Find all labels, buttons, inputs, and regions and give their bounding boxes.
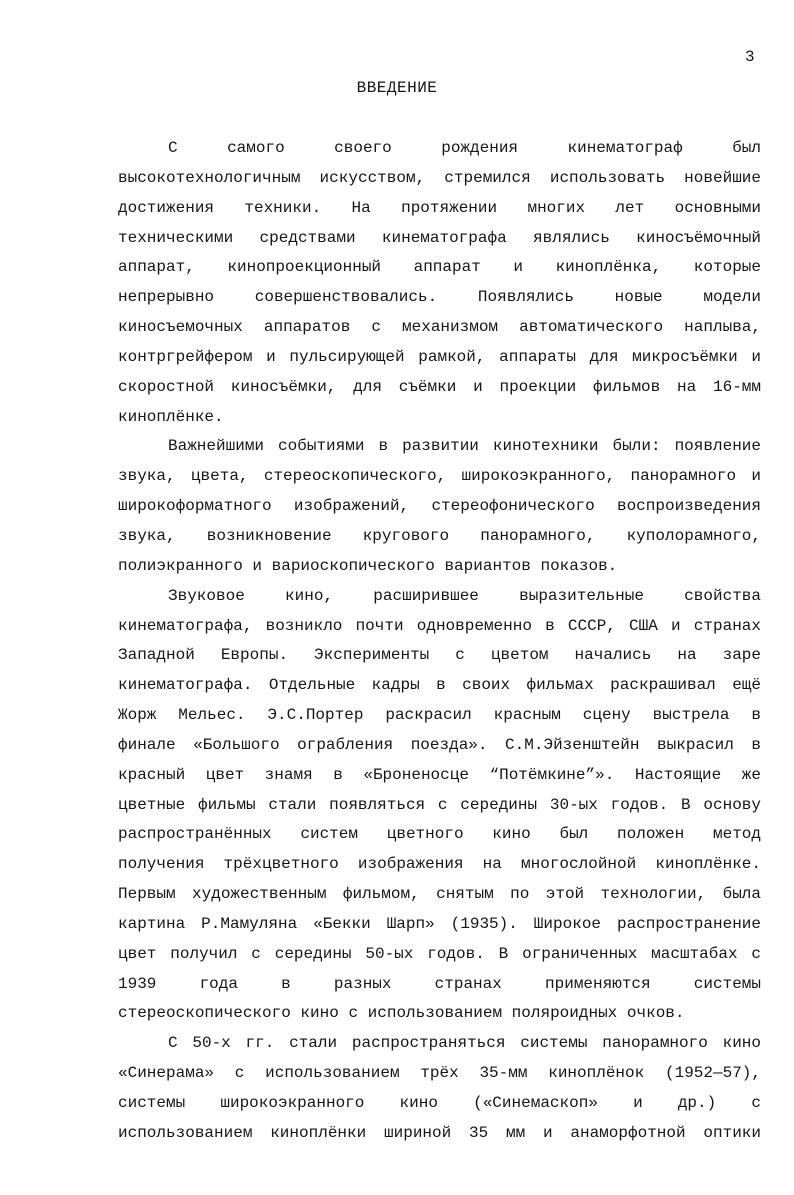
text-line: получения трёхцветного изображения на многослойной киноплёнке.: [118, 855, 761, 874]
text-line: контргрейфером и пульсирующей рамкой, аппараты для микросъёмки и: [118, 347, 761, 366]
text-line: 1939 года в разных странах применяются системы: [118, 974, 761, 993]
text-line: звука, цвета, стереоскопического, широкоэкранного, панорамного и: [118, 467, 761, 486]
section-title: ВВЕДЕНИЕ: [356, 79, 438, 97]
text-line: картина Р.Мамуляна «Бекки Шарп» (1935). Широкое распространение: [118, 914, 761, 933]
text-line: кинематографа. Отдельные кадры в своих фильмах раскрашивал ещё: [118, 676, 761, 695]
body-text: [118, 134, 761, 1149]
text-line: С самого своего рождения кинематограф был: [168, 139, 761, 157]
text-line: Жорж Мельес. Э.С.Портер раскрасил красным сцену выстрела в: [118, 706, 761, 725]
text-line: «Синерама» с использованием трёх 35-мм киноплёнок (1952—57),: [118, 1064, 761, 1083]
text-line: достижения техники. На протяжении многих лет основными: [118, 198, 761, 217]
text-line: Важнейшими событиями в развитии кинотехники были: появление: [168, 437, 761, 456]
text-line: системы широкоэкранного кино («Синемаскоп» и др.) с: [118, 1094, 761, 1112]
text-line: стереоскопического кино с использованием поляроидных очков.: [118, 1004, 685, 1023]
text-line: киносъемочных аппаратов с механизмом автоматического наплыва,: [118, 318, 761, 337]
text-line: звука, возникновение кругового панорамного, куполорамного,: [118, 526, 761, 545]
page-number: 3: [745, 48, 755, 66]
text-line: Первым художественным фильмом, снятым по этой технологии, была: [118, 885, 761, 904]
text-line: кинематографа, возникло почти одновременно в СССР, США и странах: [118, 616, 761, 635]
text-line: непрерывно совершенствовались. Появлялись новые модели: [118, 288, 761, 307]
text-line: финале «Большого ограбления поезда». С.М.Эйзенштейн выкрасил в: [118, 735, 761, 754]
text-line: широкоформатного изображений, стереофонического воспроизведения: [118, 497, 761, 516]
text-line: высокотехнологичным искусством, стремился использовать новейшие: [118, 168, 761, 187]
text-line: цветные фильмы стали появляться с середины 30-ых годов. В основу: [118, 795, 761, 814]
text-line: цвет получил с середины 50-ых годов. В ограниченных масштабах с: [118, 944, 761, 963]
text-line: Звуковое кино, расширившее выразительные свойства: [168, 586, 761, 605]
text-line: Западной Европы. Эксперименты с цветом начались на заре: [118, 646, 761, 665]
text-line: аппарат, кинопроекционный аппарат и киноплёнка, которые: [118, 258, 761, 277]
text-line: распространённых систем цветного кино был положен метод: [118, 825, 761, 844]
text-line: использованием киноплёнки шириной 35 мм и анаморфотной оптики: [118, 1123, 761, 1142]
text-line: полиэкранного и вариоскопического вариантов показов.: [118, 556, 618, 575]
text-line: С 50-х гг. стали распространяться системы панорамного кино: [168, 1034, 761, 1053]
text-line: киноплёнке.: [118, 407, 224, 426]
text-line: техническими средствами кинематографа являлись киносъёмочный: [118, 228, 761, 247]
text-line: скоростной киносъёмки, для съёмки и проекции фильмов на 16-мм: [118, 377, 761, 396]
text-line: красный цвет знамя в «Броненосце “Потёмкине”». Настоящие же: [118, 765, 761, 784]
